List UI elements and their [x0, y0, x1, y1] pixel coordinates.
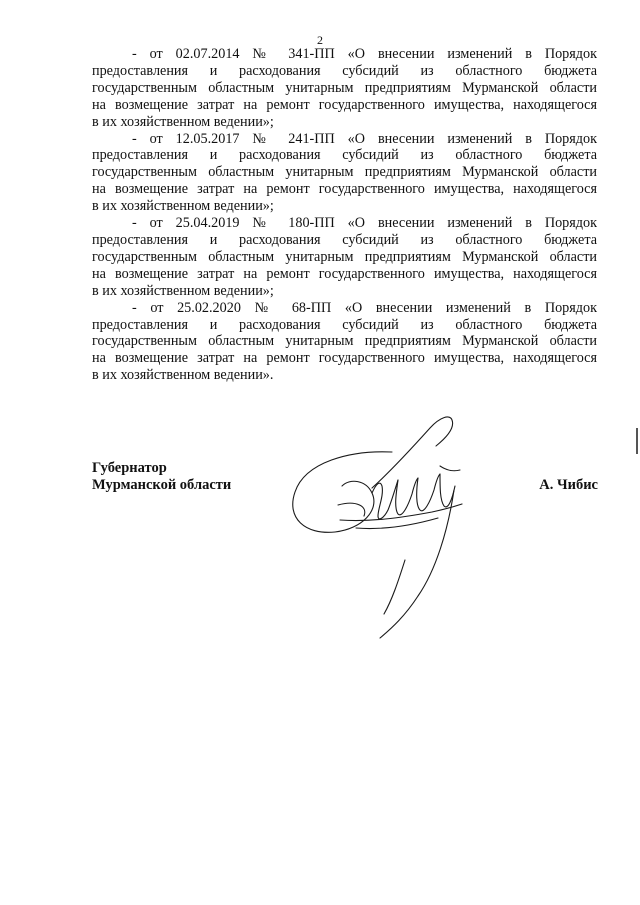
list-item-line: государственным областным унитарным предприятиям Мурманской области [92, 164, 597, 181]
list-item-line: государственным областным унитарным предприятиям Мурманской области [92, 248, 597, 265]
list-item-line: в их хозяйственном ведении». [92, 367, 274, 384]
list-item-line: в их хозяйственном ведении»; [92, 282, 274, 299]
list-item-line: на возмещение затрат на ремонт государственного имущества, находящегося [92, 350, 597, 367]
list-item-line: на возмещение затрат на ремонт государственного имущества, находящегося [92, 265, 597, 282]
list-item-line: государственным областным унитарным предприятиям Мурманской области [92, 79, 597, 96]
list-item-line: на возмещение затрат на ремонт государственного имущества, находящегося [92, 181, 597, 198]
list-item-line: предоставления и расходования субсидий из областного бюджета [92, 147, 597, 164]
list-item-line: на возмещение затрат на ремонт государственного имущества, находящегося [92, 96, 597, 113]
list-item-line: предоставления и расходования субсидий из областного бюджета [92, 231, 597, 248]
list-item-line: - от 25.04.2019 № 180-ПП «О внесении изменений в Порядок [132, 215, 597, 232]
list-item-line: - от 12.05.2017 № 241-ПП «О внесении изменений в Порядок [132, 130, 597, 147]
list-item [92, 300, 597, 385]
list-item-line: государственным областным унитарным предприятиям Мурманской области [92, 333, 597, 350]
amendment-list [92, 46, 597, 384]
signatory-title-line: Мурманской области [92, 477, 232, 493]
list-item-line: предоставления и расходования субсидий из областного бюджета [92, 62, 597, 79]
list-item [92, 131, 597, 216]
edge-mark [636, 428, 638, 454]
signatory-title-line: Губернатор [92, 460, 167, 476]
page-number: 2 [317, 33, 323, 47]
list-item-line: - от 25.02.2020 № 68-ПП «О внесении изменений в Порядок [132, 299, 597, 316]
list-item-line: - от 02.07.2014 № 341-ПП «О внесении изменений в Порядок [132, 46, 597, 62]
list-item [92, 215, 597, 300]
list-item [92, 46, 597, 131]
list-item-line: в их хозяйственном ведении»; [92, 198, 274, 215]
signatory-name: А. Чибис [539, 477, 598, 493]
list-item-line: в их хозяйственном ведении»; [92, 113, 274, 130]
list-item-line: предоставления и расходования субсидий из областного бюджета [92, 316, 597, 333]
signatory-title [92, 460, 231, 494]
